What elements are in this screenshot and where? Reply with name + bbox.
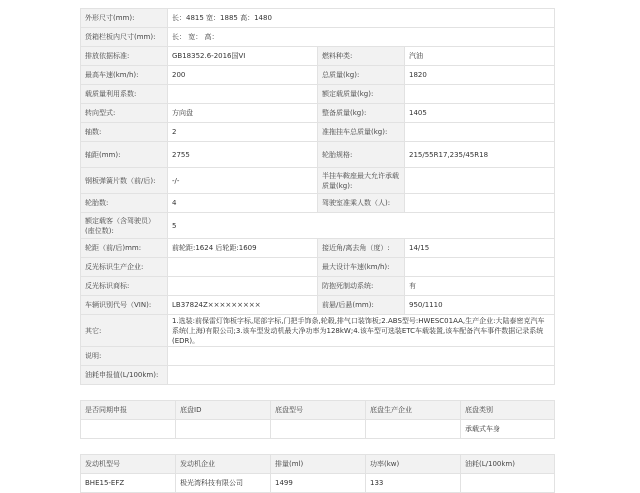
spec-label: 油耗申报值(L/100km): bbox=[81, 366, 168, 385]
spec-value bbox=[405, 85, 555, 104]
spec-value: 1820 bbox=[405, 66, 555, 85]
table-cell: 极光湾科技有限公司 bbox=[176, 474, 271, 493]
column-header: 底盘型号 bbox=[271, 401, 366, 420]
spec-row bbox=[81, 277, 555, 296]
spec-label: 外形尺寸(mm): bbox=[81, 9, 168, 28]
spec-value: 1.选装:前保雷灯饰板字标,尾部字标,门把手饰条,轮毂,排气口装饰板;2.ABS型号:HWESC01AA,生产企业:大陆泰密克汽车系统(上海)有限公司;3.该车型发动机最大净功率为128kW;4.该车型可选装ETC车载装置,该车配备汽车事件数据记录系统(EDR)。 bbox=[168, 315, 555, 347]
spec-label: 防抱死制动系统: bbox=[318, 277, 405, 296]
spec-label: 总质量(kg): bbox=[318, 66, 405, 85]
spec-label: 燃料种类: bbox=[318, 47, 405, 66]
table-cell: 1499 bbox=[271, 474, 366, 493]
spec-value: LB37824Z××××××××× bbox=[168, 296, 318, 315]
spec-label: 整备质量(kg): bbox=[318, 104, 405, 123]
spec-row bbox=[81, 347, 555, 366]
spec-row bbox=[81, 366, 555, 385]
spec-value: 长：4815 宽：1885 高：1480 bbox=[168, 9, 555, 28]
spec-label: 最高车速(km/h): bbox=[81, 66, 168, 85]
spec-label: 反光标识商标: bbox=[81, 277, 168, 296]
spec-label: 轮胎规格: bbox=[318, 142, 405, 168]
table-cell bbox=[81, 420, 176, 439]
spec-value: 有 bbox=[405, 277, 555, 296]
spec-value: 5 bbox=[168, 213, 555, 239]
spec-sheet bbox=[80, 8, 554, 493]
spec-value: -/- bbox=[168, 168, 318, 194]
spec-value bbox=[168, 277, 318, 296]
spec-label: 轴数: bbox=[81, 123, 168, 142]
spec-label: 额定载客（含驾驶员）(座位数): bbox=[81, 213, 168, 239]
spec-value: 2 bbox=[168, 123, 318, 142]
spec-value bbox=[405, 194, 555, 213]
spec-label: 半挂车鞍座最大允许承载质量(kg): bbox=[318, 168, 405, 194]
spec-label: 其它: bbox=[81, 315, 168, 347]
table-cell bbox=[176, 420, 271, 439]
spec-row bbox=[81, 85, 555, 104]
table-row bbox=[81, 420, 555, 439]
spec-label: 反光标识生产企业: bbox=[81, 258, 168, 277]
spec-value: GB18352.6-2016国VI bbox=[168, 47, 318, 66]
spec-row bbox=[81, 239, 555, 258]
table-cell bbox=[366, 420, 461, 439]
spec-label: 轴距(mm): bbox=[81, 142, 168, 168]
spec-label: 接近角/离去角（度）: bbox=[318, 239, 405, 258]
spec-value: 4 bbox=[168, 194, 318, 213]
spec-value: 长： 宽： 高： bbox=[168, 28, 555, 47]
column-header: 功率(kw) bbox=[366, 455, 461, 474]
spec-value bbox=[405, 123, 555, 142]
spec-row bbox=[81, 142, 555, 168]
spec-value: 1405 bbox=[405, 104, 555, 123]
column-header: 底盘ID bbox=[176, 401, 271, 420]
column-header: 发动机型号 bbox=[81, 455, 176, 474]
spec-row bbox=[81, 296, 555, 315]
spec-row bbox=[81, 47, 555, 66]
spec-row bbox=[81, 9, 555, 28]
spec-value: 215/55R17,235/45R18 bbox=[405, 142, 555, 168]
spec-label: 转向型式: bbox=[81, 104, 168, 123]
spec-row bbox=[81, 258, 555, 277]
spec-label: 货箱栏板内尺寸(mm): bbox=[81, 28, 168, 47]
column-header: 是否同期申报 bbox=[81, 401, 176, 420]
spec-label: 最大设计车速(km/h): bbox=[318, 258, 405, 277]
spec-row bbox=[81, 315, 555, 347]
chassis-header-row bbox=[81, 401, 555, 420]
spec-value: 14/15 bbox=[405, 239, 555, 258]
column-header: 发动机企业 bbox=[176, 455, 271, 474]
column-header: 底盘生产企业 bbox=[366, 401, 461, 420]
table-cell: 133 bbox=[366, 474, 461, 493]
spec-value: 950/1110 bbox=[405, 296, 555, 315]
spec-value bbox=[168, 366, 555, 385]
spec-label: 钢板弹簧片数（前/后): bbox=[81, 168, 168, 194]
spec-label: 驾驶室准乘人数（人): bbox=[318, 194, 405, 213]
spec-value bbox=[405, 258, 555, 277]
section-gap bbox=[80, 385, 554, 400]
chassis-table bbox=[80, 400, 555, 439]
spec-label: 排放依据标准: bbox=[81, 47, 168, 66]
spec-row bbox=[81, 66, 555, 85]
spec-label: 载质量利用系数: bbox=[81, 85, 168, 104]
spec-row bbox=[81, 28, 555, 47]
spec-row bbox=[81, 168, 555, 194]
spec-value bbox=[168, 258, 318, 277]
spec-row bbox=[81, 123, 555, 142]
spec-value: 2755 bbox=[168, 142, 318, 168]
engine-table bbox=[80, 454, 555, 493]
section-gap bbox=[80, 439, 554, 454]
spec-label: 轮胎数: bbox=[81, 194, 168, 213]
spec-label: 准拖挂车总质量(kg): bbox=[318, 123, 405, 142]
spec-label: 说明: bbox=[81, 347, 168, 366]
spec-row bbox=[81, 104, 555, 123]
spec-value bbox=[168, 85, 318, 104]
spec-value: 汽油 bbox=[405, 47, 555, 66]
spec-value: 前轮距:1624 后轮距:1609 bbox=[168, 239, 318, 258]
spec-value bbox=[168, 347, 555, 366]
spec-row bbox=[81, 194, 555, 213]
table-cell: BHE15-EFZ bbox=[81, 474, 176, 493]
spec-label: 前悬/后悬(mm): bbox=[318, 296, 405, 315]
spec-value bbox=[405, 168, 555, 194]
spec-label: 额定载质量(kg): bbox=[318, 85, 405, 104]
vehicle-parameter-table bbox=[80, 8, 555, 385]
table-cell: 承载式车身 bbox=[461, 420, 555, 439]
spec-label: 轮距（前/后)mm: bbox=[81, 239, 168, 258]
spec-row bbox=[81, 213, 555, 239]
column-header: 油耗(L/100km) bbox=[461, 455, 555, 474]
spec-value: 方向盘 bbox=[168, 104, 318, 123]
engine-header-row bbox=[81, 455, 555, 474]
spec-label: 车辆识别代号（VIN): bbox=[81, 296, 168, 315]
column-header: 排量(ml) bbox=[271, 455, 366, 474]
column-header: 底盘类别 bbox=[461, 401, 555, 420]
spec-value: 200 bbox=[168, 66, 318, 85]
table-cell bbox=[271, 420, 366, 439]
